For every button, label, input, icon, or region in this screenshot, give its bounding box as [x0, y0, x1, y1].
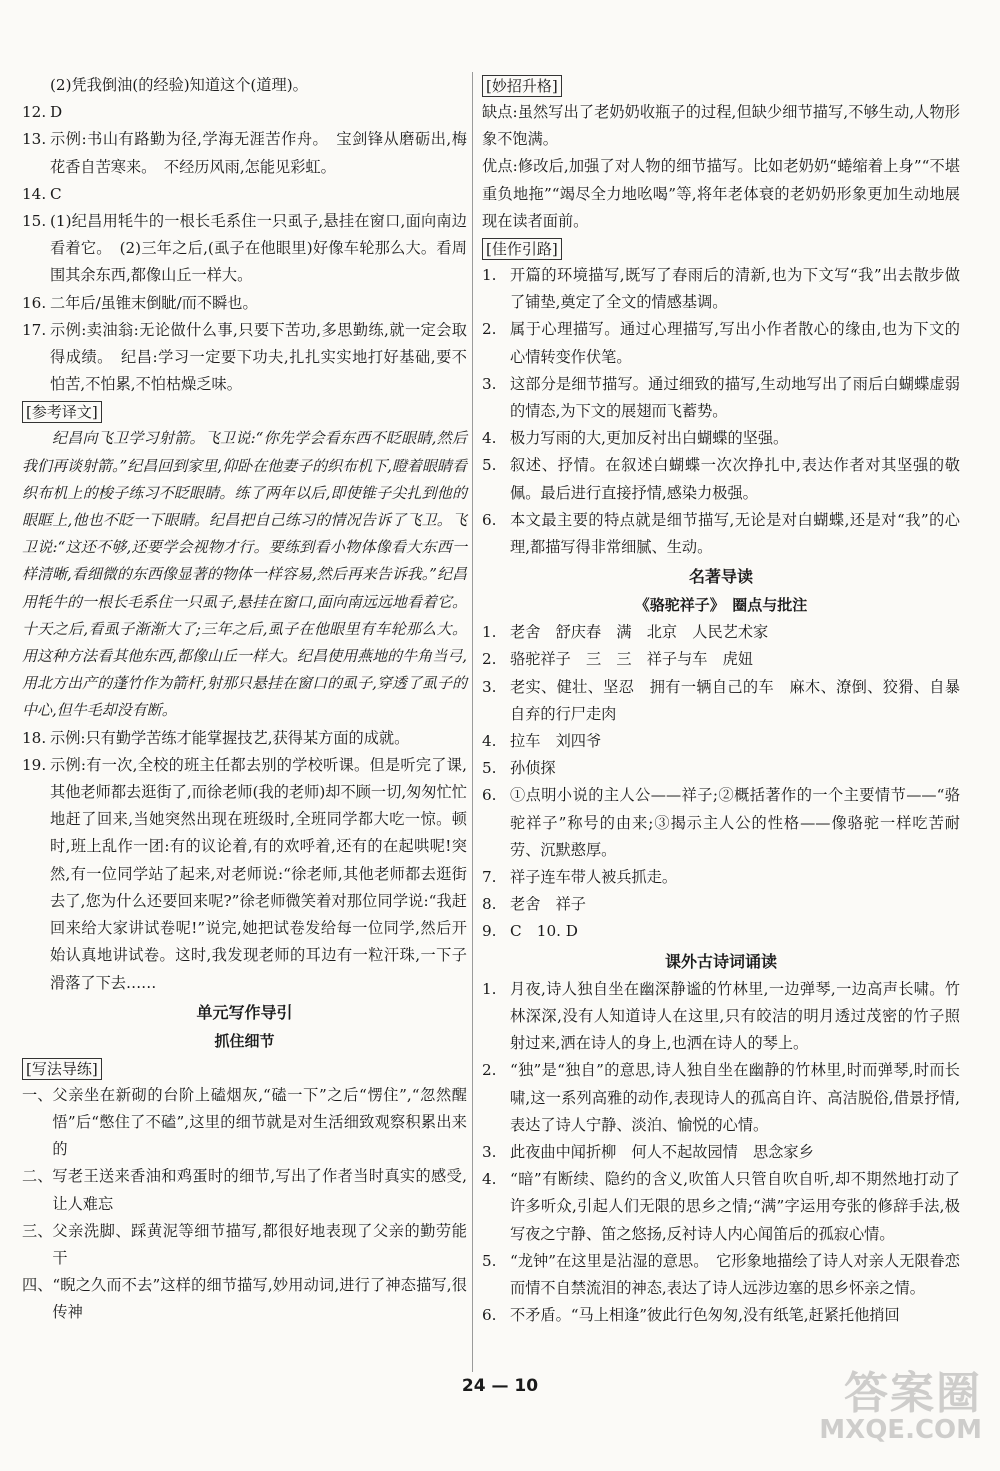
essay-item-1 — [482, 262, 960, 316]
item-number: 2. — [482, 650, 497, 669]
poetry-item-1 — [482, 976, 960, 1058]
poetry-item-3 — [482, 1139, 960, 1166]
essay-item-6 — [482, 507, 960, 561]
item-text: 示例:只有勤学苦练才能掌握技艺,获得某方面的成就。 — [50, 728, 410, 747]
classics-item-4 — [482, 728, 960, 755]
essay-item-2 — [482, 316, 960, 370]
item-text: 叙述、抒情。在叙述白蝴蝶一次次挣扎中,表达作者对其坚强的敬佩。最后进行直接抒情,感染力极强。 — [510, 456, 960, 502]
weakness-text: 缺点:虽然写出了老奶奶收瓶子的过程,但缺少细节描写,不够生动,人物形象不饱满。 — [482, 103, 960, 149]
item-text: 极力写雨的大,更加反衬出白蝴蝶的坚强。 — [510, 429, 789, 448]
upgrade-tip-tag: [妙招升格] — [482, 75, 562, 97]
writing-practice-tag: [写法导练] — [22, 1058, 102, 1080]
item-text: 父亲坐在新砌的台阶上磕烟灰,“磕一下”之后“愣住”,“忽然醒悟”后“憋住了不磕”,这里的细节就是对生活细致观察积累出来的 — [52, 1085, 467, 1159]
item-number: 1. — [482, 979, 497, 998]
item-number: 6. — [482, 510, 497, 529]
column-divider — [472, 72, 473, 1372]
answer-item-18 — [22, 725, 467, 752]
item-text: “睨之久而不去”这样的细节描写,妙用动词,进行了神态描写,很传神 — [52, 1276, 467, 1322]
watermark-logo — [792, 1357, 982, 1457]
item-number: 5. — [482, 1251, 497, 1270]
answer-item-12 — [22, 99, 467, 126]
item-number: 13. — [22, 130, 47, 149]
answer-item-14 — [22, 181, 467, 208]
answer-item-13 — [22, 126, 467, 180]
item-text: 月夜,诗人独自坐在幽深静谧的竹林里,一边弹琴,一边高声长啸。竹林深深,没有人知道诗人在这里,只有皎洁的明月透过茂密的竹子照射过来,洒在诗人的身上,也洒在诗人的琴上。 — [510, 979, 960, 1053]
upgrade-tip-tag-wrap — [482, 72, 960, 99]
reference-translation-tag: [参考译文] — [22, 401, 102, 423]
item-number: 6. — [482, 1306, 497, 1325]
item-number: 12. — [22, 103, 47, 122]
item-number: 四、 — [22, 1276, 53, 1295]
section-heading-writing: 单元写作导引 — [196, 1002, 293, 1022]
watermark-text: 答案圈 — [844, 1368, 982, 1419]
item-text: 二年后/虽锥末倒眦/而不瞬也。 — [50, 293, 258, 312]
poetry-item-2 — [482, 1057, 960, 1139]
section-heading-poetry: 课外古诗词诵读 — [664, 951, 777, 971]
watermark-url: MXQE.COM — [819, 1415, 982, 1445]
item-text: 老实、健壮、坚忍 拥有一辆自己的车 麻木、潦倒、狡猾、自暴自弃的行尸走肉 — [510, 677, 960, 723]
item-text: ①点明小说的主人公——祥子;②概括著作的一个主要情节——“骆驼祥子”称号的由来;③揭示主人公的性格——像骆驼一样吃苦耐劳、沉默憨厚。 — [510, 786, 960, 859]
classics-item-7 — [482, 864, 960, 891]
section-subheading-writing: 抓住细节 — [214, 1031, 275, 1050]
item-text: C 10. D — [510, 922, 578, 941]
answer-item-17 — [22, 317, 467, 399]
item-text: 属于心理描写。通过心理描写,写出小作者散心的缘由,也为下文的心情转变作伏笔。 — [510, 320, 960, 366]
item-number: 三、 — [22, 1221, 53, 1240]
essay-item-3 — [482, 371, 960, 425]
reference-translation-text: 纪昌向飞卫学习射箭。飞卫说:“你先学会看东西不眨眼睛,然后我们再谈射箭。”纪昌回到家里,仰卧在他妻子的织布机下,瞪着眼睛看织布机上的梭子练习不眨眼睛。练了两年以后,即使锥子尖扎到他的眼眶上,他也不眨一下眼睛。纪昌把自己练习的情况告诉了飞卫。飞卫说:“这还不够,还要学会视物才行。要练到看小物体像看大东西一样清晰,看细微的东西像显著的物体一样容易,然后再来告诉我。”纪昌用牦牛的一根长毛系住一只虱子,悬挂在窗口,面向南远远地看着它。十天之后,看虱子渐渐大了;三年之后,虱子在他眼里有车轮那么大。用这种方法看其他东西,都像山丘一样大。纪昌使用燕地的牛角当弓,用北方出产的蓬竹作为箭杆,射那只悬挂在窗口的虱子,穿透了虱子的中心,但牛毛却没有断。 — [22, 429, 467, 720]
item-number: 18. — [22, 728, 47, 747]
item-text: C — [50, 184, 62, 203]
writing-item-4 — [22, 1272, 467, 1326]
item-text: “暗”有断续、隐约的含义,吹笛人只管自吹自听,却不期然地打动了许多听众,引起人们无限的思乡之情;“满”字运用夸张的修辞手法,极写夜之宁静、笛之悠扬,反衬诗人内心闻笛后的孤寂心情。 — [510, 1170, 960, 1243]
item-text: 开篇的环境描写,既写了春雨后的清新,也为下文写“我”出去散步做了铺垫,奠定了全文的情感基调。 — [510, 266, 960, 312]
writing-item-3 — [22, 1218, 467, 1272]
right-column — [482, 72, 960, 1329]
item-text: 示例:卖油翁:无论做什么事,只要下苦功,多思勤练,就一定会取得成绩。 纪昌:学习一定要下功夫,扎扎实实地打好基础,要不怕苦,不怕累,不怕枯燥乏味。 — [50, 320, 467, 394]
item-number: 4. — [482, 1170, 497, 1189]
poetry-item-5 — [482, 1248, 960, 1302]
item-number: 一、 — [22, 1085, 53, 1104]
item-number: 17. — [22, 320, 47, 339]
classics-item-5 — [482, 755, 960, 782]
writing-practice-tag-wrap — [22, 1055, 467, 1082]
item-text: 骆驼祥子 三 三 祥子与车 虎妞 — [510, 650, 753, 669]
essay-item-4 — [482, 425, 960, 452]
item-text: 不矛盾。“马上相逢”彼此行色匆匆,没有纸笔,赶紧托他捎回 — [510, 1306, 900, 1325]
item-number: 7. — [482, 868, 497, 887]
item-number: 8. — [482, 895, 497, 914]
left-column — [22, 72, 467, 1327]
item-number: 15. — [22, 212, 47, 231]
model-essay-tag-wrap — [482, 235, 960, 262]
item-number: 3. — [482, 677, 497, 696]
item-number: 4. — [482, 732, 497, 751]
classics-item-9-10 — [482, 918, 960, 945]
item-number: 1. — [482, 623, 497, 642]
page-number: 24 — 10 — [461, 1376, 539, 1396]
item-text: 这部分是细节描写。通过细致的描写,生动地写出了雨后白蝴蝶虚弱的情态,为下文的展翅而飞蓄势。 — [510, 374, 960, 421]
item-text: (1)纪昌用牦牛的一根长毛系住一只虱子,悬挂在窗口,面向南边看着它。 (2)三年之后,(虱子在他眼里)好像车轮那么大。看周围其余东西,都像山丘一样大。 — [50, 212, 467, 285]
item-number: 9. — [482, 922, 497, 941]
answer-item-15 — [22, 208, 467, 290]
item-text: 写老王送来香油和鸡蛋时的细节,写出了作者当时真实的感受,让人难忘 — [52, 1167, 467, 1213]
item-text: 本文最主要的特点就是细节描写,无论是对白蝴蝶,还是对“我”的心理,都描写得非常细腻、生动。 — [510, 510, 960, 557]
item-text: “独”是“独自”的意思,诗人独自坐在幽静的竹林里,时而弹琴,时而长啸,这一系列高雅的动作,表现诗人的孤高自许、高洁脱俗,借景抒情,表达了诗人宁静、淡泊、愉悦的心情。 — [510, 1061, 960, 1134]
answer-item-16 — [22, 290, 467, 317]
model-essay-tag: [佳作引路] — [482, 238, 562, 260]
item-text: 老舍 祥子 — [510, 895, 586, 914]
item-number: 二、 — [22, 1167, 53, 1186]
item-text: 示例:有一次,全校的班主任都去别的学校听课。但是听完了课,其他老师都去逛街了,而徐老师(我的老师)却不顾一切,匆匆忙忙地赶了回来,当她突然出现在班级时,全班同学都大吃一惊。顿时,班上乱作一团:有的议论着,有的欢呼着,还有的在起哄呢!突然,有一位同学站了起来,对老师说:“徐老师,其他老师都去逛街去了,您为什么还要回来呢?”徐老师微笑着对那位同学说:“我赶回来给大家讲试卷呢!”说完,她把试卷发给每一位同学,然后开始认真地讲试卷。这时,我发现老师的耳边有一粒汗珠,一下子滑落了下去…… — [50, 755, 467, 992]
item-text: 老舍 舒庆春 满 北京 人民艺术家 — [510, 623, 769, 642]
classics-item-6 — [482, 782, 960, 864]
classics-item-2 — [482, 646, 960, 673]
section-heading-classics: 名著导读 — [688, 567, 753, 587]
item-text: 孙侦探 — [510, 759, 556, 778]
classics-item-1 — [482, 619, 960, 646]
item-text: 父亲洗脚、踩黄泥等细节描写,都很好地表现了父亲的勤劳能干 — [52, 1221, 467, 1267]
writing-item-1 — [22, 1082, 467, 1164]
poetry-item-6 — [482, 1302, 960, 1329]
item-number: 6. — [482, 786, 497, 805]
item-number: 2. — [482, 1061, 497, 1080]
poetry-item-4 — [482, 1166, 960, 1248]
item-text: D — [50, 103, 63, 122]
item-number: 14. — [22, 184, 47, 203]
item-text: 祥子连车带人被兵抓走。 — [510, 868, 678, 887]
section-subheading-classics: 《骆驼祥子》 圈点与批注 — [634, 596, 808, 615]
item-number: 19. — [22, 755, 47, 774]
item-text: 示例:书山有路勤为径,学海无涯苦作舟。 宝剑锋从磨砺出,梅花香自苦寒来。 不经历风雨,怎能见彩虹。 — [50, 130, 467, 176]
classics-item-3 — [482, 674, 960, 728]
essay-item-5 — [482, 452, 960, 506]
q11-part2: (2)凭我倒油(的经验)知道这个(道理)。 — [50, 76, 308, 94]
item-text: 拉车 刘四爷 — [510, 732, 602, 751]
item-number: 5. — [482, 456, 497, 475]
reference-translation-tag-wrap — [22, 398, 467, 425]
item-number: 4. — [482, 429, 497, 448]
item-number: 16. — [22, 293, 47, 312]
item-number: 3. — [482, 1142, 497, 1161]
classics-item-8 — [482, 891, 960, 918]
item-number: 2. — [482, 320, 497, 339]
item-text: 此夜曲中闻折柳 何人不起故园情 思念家乡 — [510, 1142, 814, 1161]
strength-text: 优点:修改后,加强了对人物的细节描写。比如老奶奶“蜷缩着上身”“不堪重负地拖”“竭尽全力地吆喝”等,将年老体衰的老奶奶形象更加生动地展现在读者面前。 — [482, 157, 960, 230]
item-number: 3. — [482, 374, 497, 393]
writing-item-2 — [22, 1163, 467, 1217]
item-text: “龙钟”在这里是沾湿的意思。 它形象地描绘了诗人对亲人无限眷恋而情不自禁流泪的神态,表达了诗人远涉边塞的思乡怀亲之情。 — [510, 1251, 960, 1297]
item-number: 5. — [482, 759, 497, 778]
item-number: 1. — [482, 266, 497, 285]
answer-item-19 — [22, 752, 467, 997]
